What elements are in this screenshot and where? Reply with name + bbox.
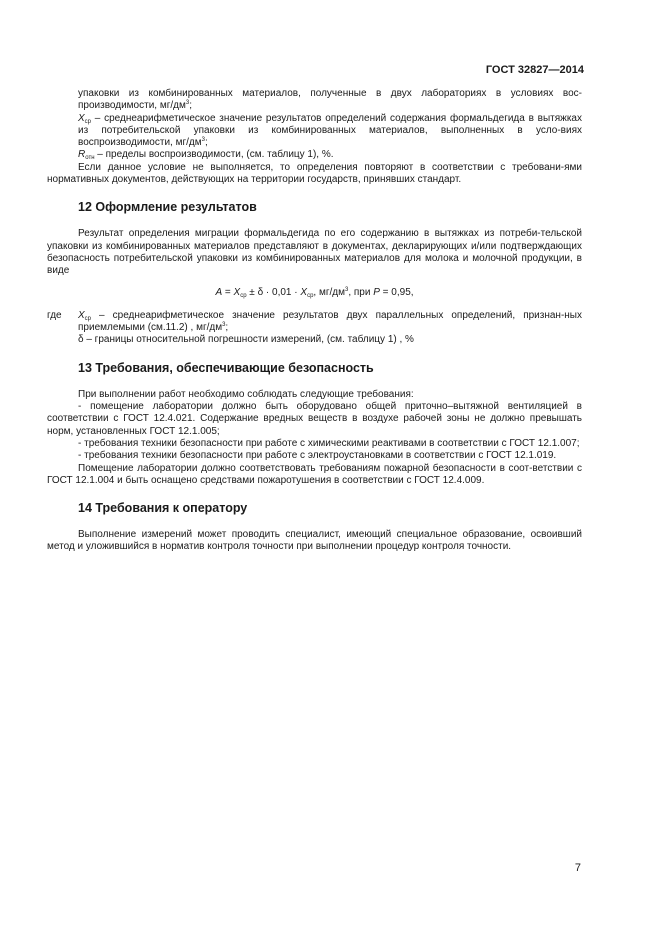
section-13-item-3: - требования техники безопасности при работе с электроустановками в соответствии с ГОСТ 12.1.019. [78,450,557,462]
intro-xcp-definition: $X_{ср}$ – среднеарифметическое значение результатов определений содержания формальдегида в вытяжках из потребительской упаковки из комбинированных материалов, выполненных в усло-виях воспроизводимости, $мг/дм^3$; [78,112,582,149]
section-14-paragraph: Выполнение измерений может проводить специалист, имеющий специальное образование, освоивший метод и уложившийся в норматив контроля точности при выполнении процедур контроля точности. [47,529,582,553]
intro-condition: Если данное условие не выполняется, то определения повторяют в соответствии с требовани-ями нормативных документов, действующих на территории государств, принявших стандарт. [47,161,582,186]
where-delta-definition: δ – границы относительной погрешности измерений, (см. таблицу 1) , % [78,334,414,346]
where-label: где [47,309,62,321]
section-12-paragraph: Результат определения миграции формальдегида по его содержанию в вытяжках из потреби-тельской упаковки из комбинированных материалов представляют в документах, декларирующих и/или подтверждающих безопасность потребительской упаковки из комбинированных материалов для молока и молочной продукции, в виде [47,228,582,277]
document-body [47,88,582,554]
where-block [47,310,582,347]
intro-r-definition: $R_{отн}$ – пределы воспроизводимости, (см. таблицу 1), %. [78,149,334,162]
page-number: 7 [574,862,581,874]
section-13-fire-safety: Помещение лаборатории должно соответствовать требованиям пожарной безопасности в соот-ветствии с ГОСТ 12.1.004 и быть оснащено средствами пожаротушения в соответствии с ГОСТ 12.4.009. [47,462,582,486]
section-13-intro: При выполнении работ необходимо соблюдать следующие требования: [78,388,414,400]
result-formula: $A = X_{ср} \pm \delta \cdot 0,01 \cdot X_{ср}$, $мг/дм^3$, при P = 0,95, [215,286,414,299]
section-13-item-1: - помещение лаборатории должно быть оборудовано общей приточно–вытяжной вентиляцией в соответствии с ГОСТ 12.4.021. Содержание вредных веществ в воздухе рабочей зоны не должно превышать норм, установленных ГОСТ 12.1.005; [47,401,582,437]
where-x-definition: $X_{ср}$ – среднеарифметическое значение результатов двух параллельных определений, признан-ных приемлемыми (см.11.2) , $мг/дм^3$; [78,309,582,334]
intro-line1: упаковки из комбинированных материалов, полученные в двух лабораториях в условиях вос-производимости, $мг/дм^3$; [78,88,582,112]
section-13-title: 13 Требования, обеспечивающие безопасность [78,360,374,375]
document-number: ГОСТ 32827—2014 [485,64,584,76]
section-14-title: 14 Требования к оператору [78,501,248,516]
section-12-title: 12 Оформление результатов [78,200,257,215]
section-13-item-2: - требования техники безопасности при работе с химическими реактивами в соответствии с ГОСТ 12.1.007; [78,437,580,449]
